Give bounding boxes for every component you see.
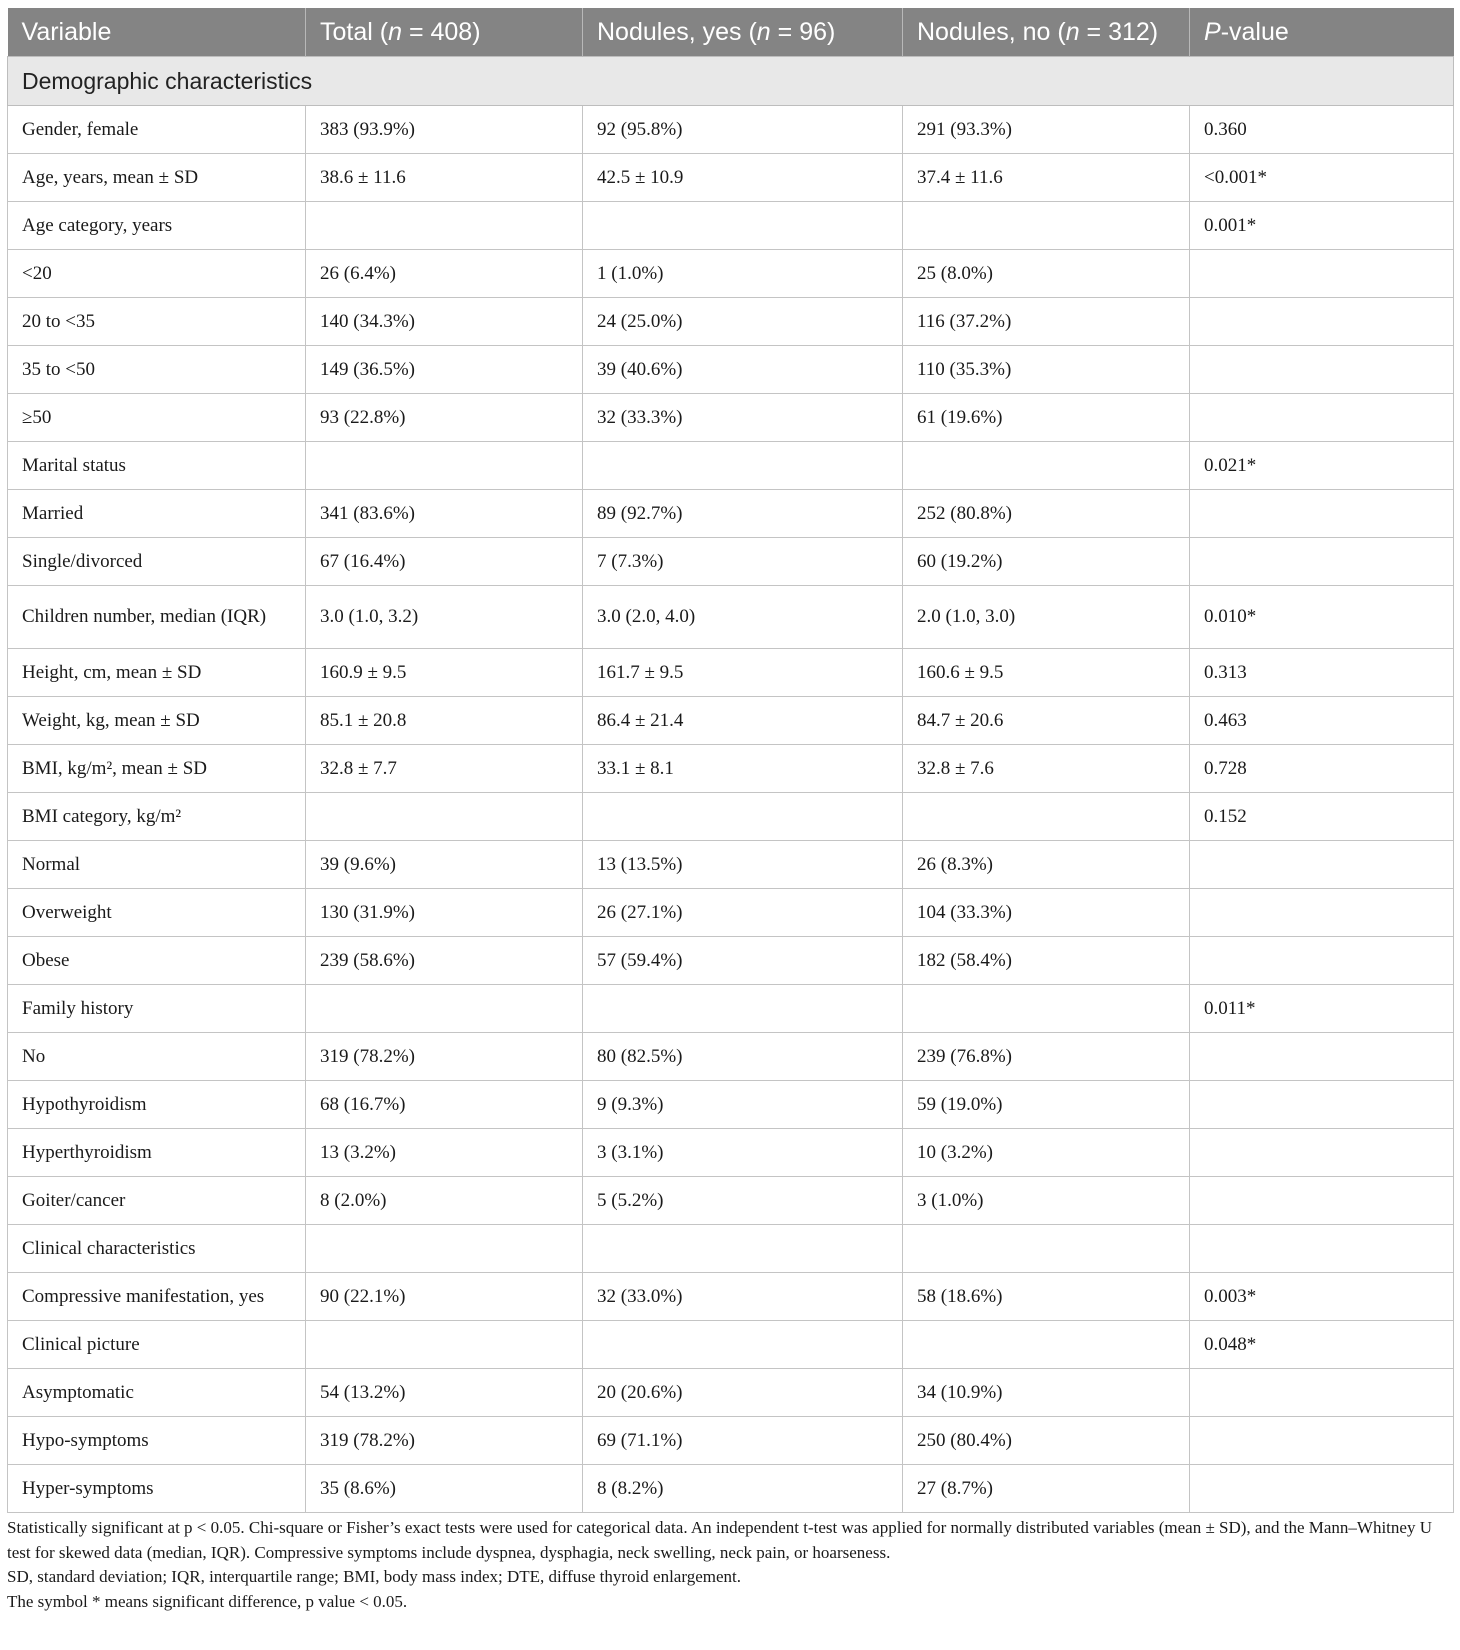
cell-variable: Hyper-symptoms: [8, 1465, 306, 1513]
cell-nodules-no: [903, 1225, 1190, 1273]
cell-total: [306, 1225, 583, 1273]
cell-variable: Overweight: [8, 889, 306, 937]
cell-nodules-no: [903, 442, 1190, 490]
cell-total: 85.1 ± 20.8: [306, 697, 583, 745]
cell-nodules-no: 34 (10.9%): [903, 1369, 1190, 1417]
cell-variable: ≥50: [8, 394, 306, 442]
cell-nodules-no: 84.7 ± 20.6: [903, 697, 1190, 745]
footnote-stats: Statistically significant at p < 0.05. Chi-square or Fisher’s exact tests were used for categorical data. An independent t-test was applied for normally distributed variables (mean ± SD), and the Mann–Whitney U test for skewed data (median, IQR). Compressive symptoms include dyspnea, dysphagia, neck swelling, neck pain, or hoarseness.: [7, 1518, 1432, 1562]
cell-nodules-yes: 26 (27.1%): [583, 889, 903, 937]
cell-variable: BMI category, kg/m²: [8, 793, 306, 841]
cell-nodules-no: 3 (1.0%): [903, 1177, 1190, 1225]
cell-p-value: 0.728: [1190, 745, 1454, 793]
cell-nodules-yes: 5 (5.2%): [583, 1177, 903, 1225]
cell-nodules-no: 182 (58.4%): [903, 937, 1190, 985]
cell-nodules-yes: 80 (82.5%): [583, 1033, 903, 1081]
cell-p-value: [1190, 490, 1454, 538]
table-row: [8, 538, 1454, 586]
results-table: [7, 8, 1454, 1513]
cell-variable: Clinical characteristics: [8, 1225, 306, 1273]
table-row: [8, 841, 1454, 889]
cell-nodules-yes: 24 (25.0%): [583, 298, 903, 346]
cell-nodules-yes: 33.1 ± 8.1: [583, 745, 903, 793]
cell-p-value: [1190, 298, 1454, 346]
cell-nodules-no: [903, 202, 1190, 250]
cell-total: 35 (8.6%): [306, 1465, 583, 1513]
table-row: [8, 649, 1454, 697]
cell-p-value: [1190, 346, 1454, 394]
cell-variable: Clinical picture: [8, 1321, 306, 1369]
cell-variable: Age category, years: [8, 202, 306, 250]
cell-total: 38.6 ± 11.6: [306, 154, 583, 202]
cell-variable: Asymptomatic: [8, 1369, 306, 1417]
table-row: [8, 1369, 1454, 1417]
cell-total: [306, 202, 583, 250]
table-row: [8, 1033, 1454, 1081]
header-p-value: P-value: [1190, 8, 1454, 57]
cell-total: 130 (31.9%): [306, 889, 583, 937]
cell-p-value: [1190, 1129, 1454, 1177]
cell-variable: Gender, female: [8, 106, 306, 154]
cell-p-value: [1190, 937, 1454, 985]
table-row: [8, 1225, 1454, 1273]
cell-p-value: 0.048*: [1190, 1321, 1454, 1369]
cell-nodules-yes: 3 (3.1%): [583, 1129, 903, 1177]
cell-nodules-no: 250 (80.4%): [903, 1417, 1190, 1465]
cell-nodules-yes: 92 (95.8%): [583, 106, 903, 154]
cell-p-value: [1190, 841, 1454, 889]
cell-nodules-yes: 57 (59.4%): [583, 937, 903, 985]
table-row: [8, 1081, 1454, 1129]
cell-nodules-no: 59 (19.0%): [903, 1081, 1190, 1129]
header-row: [8, 8, 1454, 57]
cell-variable: BMI, kg/m², mean ± SD: [8, 745, 306, 793]
cell-nodules-yes: [583, 202, 903, 250]
cell-p-value: [1190, 1177, 1454, 1225]
table-row: [8, 1321, 1454, 1369]
cell-total: 68 (16.7%): [306, 1081, 583, 1129]
cell-total: 3.0 (1.0, 3.2): [306, 586, 583, 649]
table-row: [8, 490, 1454, 538]
table-row: [8, 793, 1454, 841]
cell-variable: 35 to <50: [8, 346, 306, 394]
cell-nodules-yes: [583, 1225, 903, 1273]
cell-total: 32.8 ± 7.7: [306, 745, 583, 793]
cell-nodules-yes: 161.7 ± 9.5: [583, 649, 903, 697]
table-row: [8, 889, 1454, 937]
table-header: [8, 8, 1454, 57]
table-row: [8, 250, 1454, 298]
cell-nodules-no: [903, 793, 1190, 841]
cell-total: 319 (78.2%): [306, 1033, 583, 1081]
cell-p-value: 0.152: [1190, 793, 1454, 841]
cell-p-value: [1190, 1033, 1454, 1081]
cell-nodules-no: 58 (18.6%): [903, 1273, 1190, 1321]
cell-variable: Compressive manifestation, yes: [8, 1273, 306, 1321]
cell-nodules-no: 116 (37.2%): [903, 298, 1190, 346]
cell-nodules-yes: 3.0 (2.0, 4.0): [583, 586, 903, 649]
section-row: [8, 57, 1454, 106]
cell-total: 39 (9.6%): [306, 841, 583, 889]
cell-total: 26 (6.4%): [306, 250, 583, 298]
cell-nodules-yes: 1 (1.0%): [583, 250, 903, 298]
cell-nodules-yes: 8 (8.2%): [583, 1465, 903, 1513]
table-row: [8, 154, 1454, 202]
cell-total: 8 (2.0%): [306, 1177, 583, 1225]
cell-total: 341 (83.6%): [306, 490, 583, 538]
table-row: [8, 442, 1454, 490]
cell-nodules-yes: 89 (92.7%): [583, 490, 903, 538]
cell-variable: Hypothyroidism: [8, 1081, 306, 1129]
cell-total: 239 (58.6%): [306, 937, 583, 985]
cell-p-value: [1190, 1081, 1454, 1129]
cell-nodules-yes: 86.4 ± 21.4: [583, 697, 903, 745]
cell-variable: Weight, kg, mean ± SD: [8, 697, 306, 745]
table-row: [8, 346, 1454, 394]
cell-nodules-yes: 32 (33.0%): [583, 1273, 903, 1321]
cell-nodules-no: 27 (8.7%): [903, 1465, 1190, 1513]
table-row: [8, 586, 1454, 649]
cell-nodules-no: 160.6 ± 9.5: [903, 649, 1190, 697]
cell-variable: Obese: [8, 937, 306, 985]
cell-total: 140 (34.3%): [306, 298, 583, 346]
cell-nodules-no: 25 (8.0%): [903, 250, 1190, 298]
cell-nodules-yes: 13 (13.5%): [583, 841, 903, 889]
cell-p-value: 0.313: [1190, 649, 1454, 697]
cell-nodules-no: 32.8 ± 7.6: [903, 745, 1190, 793]
cell-total: 13 (3.2%): [306, 1129, 583, 1177]
cell-nodules-no: 2.0 (1.0, 3.0): [903, 586, 1190, 649]
cell-total: [306, 985, 583, 1033]
table-row: [8, 1177, 1454, 1225]
section-title: Demographic characteristics: [8, 57, 1454, 106]
cell-nodules-no: 37.4 ± 11.6: [903, 154, 1190, 202]
cell-nodules-no: [903, 1321, 1190, 1369]
table-row: [8, 106, 1454, 154]
cell-p-value: [1190, 1369, 1454, 1417]
cell-nodules-no: 60 (19.2%): [903, 538, 1190, 586]
header-nodules-yes: Nodules, yes (n = 96): [583, 8, 903, 57]
cell-nodules-no: [903, 985, 1190, 1033]
cell-variable: Goiter/cancer: [8, 1177, 306, 1225]
table-row: [8, 937, 1454, 985]
cell-p-value: 0.010*: [1190, 586, 1454, 649]
cell-variable: Age, years, mean ± SD: [8, 154, 306, 202]
cell-p-value: [1190, 889, 1454, 937]
cell-nodules-no: 104 (33.3%): [903, 889, 1190, 937]
cell-variable: Marital status: [8, 442, 306, 490]
cell-total: [306, 1321, 583, 1369]
cell-nodules-yes: [583, 442, 903, 490]
cell-nodules-yes: [583, 985, 903, 1033]
table-row: [8, 202, 1454, 250]
table-container: [7, 8, 1453, 1614]
cell-p-value: 0.003*: [1190, 1273, 1454, 1321]
table-row: [8, 298, 1454, 346]
cell-variable: Children number, median (IQR): [8, 586, 306, 649]
cell-total: 160.9 ± 9.5: [306, 649, 583, 697]
cell-nodules-no: 61 (19.6%): [903, 394, 1190, 442]
cell-p-value: <0.001*: [1190, 154, 1454, 202]
table-row: [8, 745, 1454, 793]
cell-variable: <20: [8, 250, 306, 298]
header-variable: Variable: [8, 8, 306, 57]
cell-nodules-yes: [583, 1321, 903, 1369]
table-row: [8, 1273, 1454, 1321]
cell-nodules-yes: 39 (40.6%): [583, 346, 903, 394]
cell-variable: Single/divorced: [8, 538, 306, 586]
cell-p-value: [1190, 1225, 1454, 1273]
cell-p-value: 0.011*: [1190, 985, 1454, 1033]
cell-variable: No: [8, 1033, 306, 1081]
cell-p-value: 0.001*: [1190, 202, 1454, 250]
cell-p-value: 0.463: [1190, 697, 1454, 745]
cell-total: 383 (93.9%): [306, 106, 583, 154]
cell-variable: 20 to <35: [8, 298, 306, 346]
table-row: [8, 1129, 1454, 1177]
cell-total: [306, 793, 583, 841]
cell-variable: Hyperthyroidism: [8, 1129, 306, 1177]
cell-total: 67 (16.4%): [306, 538, 583, 586]
cell-nodules-no: 291 (93.3%): [903, 106, 1190, 154]
cell-total: [306, 442, 583, 490]
cell-p-value: [1190, 1465, 1454, 1513]
cell-nodules-no: 10 (3.2%): [903, 1129, 1190, 1177]
cell-total: 319 (78.2%): [306, 1417, 583, 1465]
table-footnotes: [7, 1516, 1453, 1614]
cell-variable: Hypo-symptoms: [8, 1417, 306, 1465]
cell-nodules-no: 239 (76.8%): [903, 1033, 1190, 1081]
cell-nodules-yes: 20 (20.6%): [583, 1369, 903, 1417]
cell-nodules-yes: 42.5 ± 10.9: [583, 154, 903, 202]
header-total: Total (n = 408): [306, 8, 583, 57]
cell-variable: Married: [8, 490, 306, 538]
cell-nodules-yes: [583, 793, 903, 841]
cell-variable: Family history: [8, 985, 306, 1033]
cell-p-value: [1190, 1417, 1454, 1465]
cell-total: 93 (22.8%): [306, 394, 583, 442]
cell-p-value: [1190, 250, 1454, 298]
cell-total: 149 (36.5%): [306, 346, 583, 394]
cell-total: 54 (13.2%): [306, 1369, 583, 1417]
cell-nodules-yes: 32 (33.3%): [583, 394, 903, 442]
footnote-symbol: The symbol * means significant difference, p value < 0.05.: [7, 1591, 408, 1611]
cell-nodules-yes: 7 (7.3%): [583, 538, 903, 586]
cell-p-value: 0.360: [1190, 106, 1454, 154]
table-row: [8, 1465, 1454, 1513]
cell-variable: Height, cm, mean ± SD: [8, 649, 306, 697]
cell-nodules-yes: 69 (71.1%): [583, 1417, 903, 1465]
table-row: [8, 1417, 1454, 1465]
cell-variable: Normal: [8, 841, 306, 889]
cell-nodules-no: 110 (35.3%): [903, 346, 1190, 394]
cell-p-value: [1190, 394, 1454, 442]
table-body: [8, 57, 1454, 1513]
header-nodules-no: Nodules, no (n = 312): [903, 8, 1190, 57]
table-row: [8, 985, 1454, 1033]
cell-nodules-no: 26 (8.3%): [903, 841, 1190, 889]
cell-p-value: 0.021*: [1190, 442, 1454, 490]
cell-nodules-no: 252 (80.8%): [903, 490, 1190, 538]
cell-p-value: [1190, 538, 1454, 586]
table-row: [8, 697, 1454, 745]
table-row: [8, 394, 1454, 442]
footnote-abbreviations: SD, standard deviation; IQR, interquartile range; BMI, body mass index; DTE, diffuse thyroid enlargement.: [7, 1567, 741, 1586]
cell-nodules-yes: 9 (9.3%): [583, 1081, 903, 1129]
cell-total: 90 (22.1%): [306, 1273, 583, 1321]
